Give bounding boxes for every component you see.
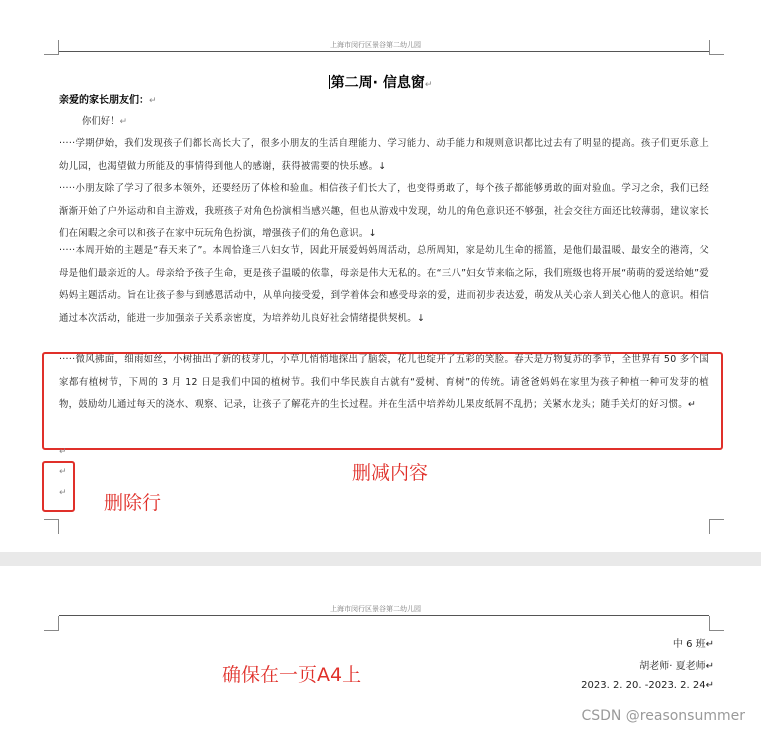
page-header-text: 上海市闵行区景谷第二幼儿园	[330, 605, 421, 613]
paragraph-mark-empty: ↵	[59, 447, 67, 457]
margin-corner-bottom-right	[709, 519, 724, 534]
greeting[interactable]: 你们好！↵	[82, 116, 128, 127]
annotation-fit-one-page: 确保在一页A4上	[222, 664, 362, 686]
deleted-content-highlight-box	[42, 352, 723, 450]
margin-corner-top-right	[709, 40, 724, 55]
paragraph-3[interactable]: ·····本周开始的主题是“春天来了”。本周恰逢三八妇女节，因此开展爱妈妈周活动，总所周知，家是幼儿生命的摇篮，是他们最温暖、最安全的港湾，父母是他们最亲近的人。母亲给予孩子生命，更是孩子温暖的依靠，母亲是伟大无私的。在“三八”妇女节来临之际，我们班级也将开展“萌萌的爱送给她”爱妈妈主题活动。旨在让孩子参与到感恩活动中，从单向接受爱，到学着体会和感受母亲的爱，进而初步表达爱，萌发从关心亲人到关心他人的意识。相信通过本次活动，能进一步加强亲子关系亲密度，为培养幼儿良好社会情绪提供契机。↓	[59, 245, 709, 324]
page-header-rule	[59, 51, 709, 52]
margin-corner-top-right	[709, 616, 724, 631]
text-cursor	[329, 75, 330, 89]
signature-teachers[interactable]: 胡老师· 夏老师↵	[639, 661, 714, 672]
document-page-2[interactable]	[0, 566, 761, 730]
signature-class[interactable]: 中 6 班↵	[672, 639, 714, 650]
paragraph-1[interactable]: ·····学期伊始，我们发现孩子们都长高长大了，很多小朋友的生活自理能力、学习能力、动手能力和规则意识都比过去有了明显的提高。孩子们更乐意上幼儿园，也渴望做力所能及的事情得到他人的感谢，获得被需要的快乐感。↓	[59, 138, 709, 172]
annotation-deleted-rows: 删除行	[104, 492, 162, 514]
empty-row-mark-2: ↵	[59, 488, 67, 498]
margin-corner-bottom-left	[44, 519, 59, 534]
page-header-text: 上海市闵行区景谷第二幼儿园	[330, 41, 421, 49]
csdn-watermark: CSDN @reasonsummer	[581, 708, 745, 724]
document-title[interactable]	[0, 72, 761, 92]
salutation[interactable]: 亲爱的家长朋友们：↵	[59, 95, 157, 106]
annotation-deleted-content: 删减内容	[352, 462, 429, 484]
margin-corner-top-left	[44, 616, 59, 631]
paragraph-mark: ↵	[424, 80, 433, 90]
margin-corner-top-left	[44, 40, 59, 55]
signature-date[interactable]: 2023. 2. 20. -2023. 2. 24↵	[581, 680, 714, 691]
paragraph-4-deleted-content[interactable]: ·····微风拂面，细雨如丝，小树抽出了新的枝芽儿，小草儿悄悄地探出了脑袋，花儿也绽开了五彩的笑脸。春天是万物复苏的季节，全世界有 50 多个国家都有植树节，下周的 3 月 12 日是我们中国的植树节。我们中华民族自古就有“爱树、育树”的传统。请爸爸妈妈在家里为孩子种植一种可发芽的植物，鼓励幼儿通过每天的浇水、观察、记录，让孩子了解花卉的生长过程。并在生活中培养幼儿果皮纸屑不乱扔；关紧水龙头；随手关灯的好习惯。↵	[59, 354, 709, 410]
page-header-rule	[59, 615, 709, 616]
title-text: 第二周· 信息窗	[330, 75, 425, 91]
empty-row-mark-1: ↵	[59, 467, 67, 477]
paragraph-2[interactable]: ·····小朋友除了学习了很多本领外，还要经历了体检和验血。相信孩子们长大了，也变得勇敢了，每个孩子都能够勇敢的面对验血。学习之余，我们已经渐渐开始了户外运动和自主游戏，我班孩子对角色扮演相当感兴趣，但也从游戏中发现，幼儿的角色意识还不够强，社会交往方面还比较薄弱，建议家长们在闲暇之余可以和孩子在家中玩玩角色扮演，增强孩子们的角色意识。↓	[59, 183, 709, 239]
